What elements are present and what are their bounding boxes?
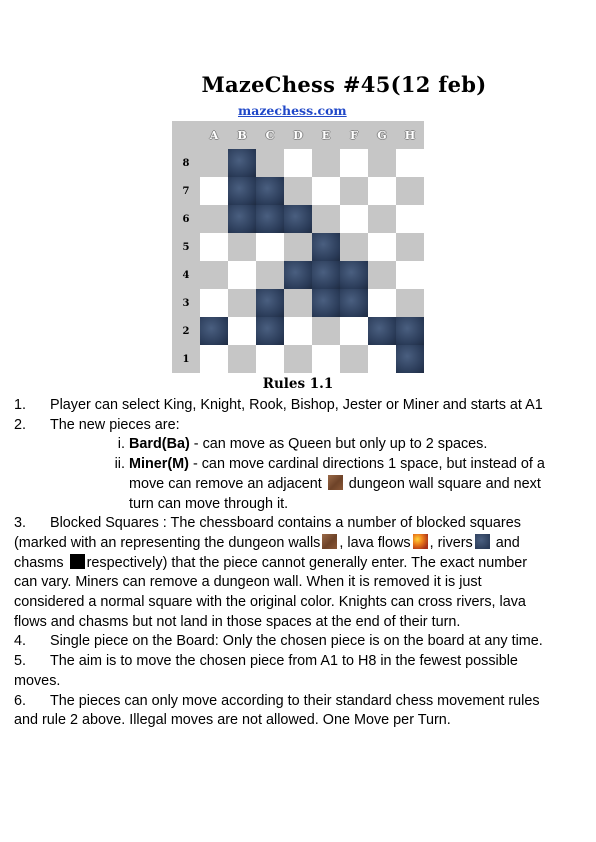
rules-list [14,396,574,731]
river-icon [475,534,490,549]
river-square[interactable] [340,289,368,317]
column-label-text: G [377,128,387,142]
column-label-text: A [209,128,219,142]
rule-3-cont: chasms respectively) that the piece cannot generally enter. The exact number [14,554,528,571]
column-label [200,121,228,149]
board-square[interactable] [340,177,368,205]
dungeon-wall-icon [322,534,337,549]
row-label-text: 7 [182,185,190,197]
board-square[interactable] [368,205,396,233]
board-square[interactable] [200,345,228,373]
board-square[interactable] [368,261,396,289]
board-square[interactable] [284,177,312,205]
rule-2-miner-cont: move can remove an adjacent dungeon wall square and next [129,475,541,492]
rule-5: 5. The aim is to move the chosen piece from A1 to H8 in the fewest possible [14,653,518,670]
board-corner [172,121,200,149]
column-label-text: D [293,128,303,142]
river-square[interactable] [256,289,284,317]
column-label [228,121,256,149]
board-square[interactable] [284,289,312,317]
column-label [284,121,312,149]
row-label-text: 8 [182,157,190,169]
column-label [256,121,284,149]
river-square[interactable] [284,261,312,289]
board-square[interactable] [396,233,424,261]
row-label-text: 5 [182,241,190,253]
board-square[interactable] [368,177,396,205]
river-square[interactable] [368,317,396,345]
row-label-text: 6 [182,213,190,225]
chasm-icon [70,554,85,569]
river-square[interactable] [228,205,256,233]
column-label [368,121,396,149]
row-label-text: 3 [182,297,190,309]
river-square[interactable] [228,149,256,177]
board-square[interactable] [312,345,340,373]
board-square[interactable] [228,289,256,317]
board-square[interactable] [368,345,396,373]
board-square[interactable] [396,149,424,177]
board-square[interactable] [200,177,228,205]
board-square[interactable] [340,205,368,233]
board-square[interactable] [340,345,368,373]
board-square[interactable] [312,149,340,177]
column-label [312,121,340,149]
row-label [172,289,200,317]
row-label [172,261,200,289]
rule-3-cont: considered a normal square with the original color. Knights can cross rivers, lava [14,594,526,611]
column-label-text: F [350,128,358,142]
column-label-text: B [237,128,247,142]
board-square[interactable] [368,289,396,317]
board-square[interactable] [256,345,284,373]
board-square[interactable] [200,205,228,233]
row-label [172,149,200,177]
column-label-text: E [321,128,331,142]
row-label [172,177,200,205]
river-square[interactable] [340,261,368,289]
column-label-text: C [265,128,275,142]
row-label [172,345,200,373]
row-label [172,233,200,261]
river-square[interactable] [396,317,424,345]
board-square[interactable] [340,233,368,261]
board-square[interactable] [200,233,228,261]
river-square[interactable] [256,317,284,345]
board-square[interactable] [284,317,312,345]
row-label-text: 4 [182,269,190,281]
board-square[interactable] [396,205,424,233]
row-label [172,205,200,233]
row-label-text: 1 [182,353,190,365]
river-square[interactable] [284,205,312,233]
rule-3-cont: can vary. Miners can remove a dungeon wall. When it is removed it is just [14,574,482,591]
rule-1: 1. Player can select King, Knight, Rook, Bishop, Jester or Miner and starts at A1 [14,397,543,413]
board-square[interactable] [200,289,228,317]
rule-3: 3. Blocked Squares : The chessboard contains a number of blocked squares [14,515,521,532]
board-square[interactable] [340,149,368,177]
rule-2-miner-cont2: turn can move through it. [129,495,289,512]
rule-5-cont: moves. [14,672,61,689]
river-square[interactable] [312,261,340,289]
river-square[interactable] [312,289,340,317]
column-label [340,121,368,149]
board-square[interactable] [228,261,256,289]
rule-2-miner: ii. Miner(M) - can move cardinal directions 1 space, but instead of a [114,456,545,473]
rule-6-cont: and rule 2 above. Illegal moves are not allowed. One Move per Turn. [14,712,451,729]
column-label-text: H [404,128,416,142]
board-square[interactable] [200,261,228,289]
board-square[interactable] [312,317,340,345]
river-square[interactable] [256,177,284,205]
rule-4: 4. Single piece on the Board: Only the chosen piece is on the board at any time. [14,633,543,650]
dungeon-wall-icon [328,475,343,490]
site-link[interactable]: mazechess.com [238,103,347,118]
row-label-text: 2 [182,325,190,337]
board-square[interactable] [284,149,312,177]
board-square[interactable] [396,289,424,317]
chessboard [172,121,424,373]
board-square[interactable] [396,261,424,289]
board-square[interactable] [284,233,312,261]
column-label [396,121,424,149]
rule-6: 6. The pieces can only move according to their standard chess movement rules [14,692,540,709]
river-square[interactable] [200,317,228,345]
board-square[interactable] [368,149,396,177]
rule-2: 2. The new pieces are: [14,416,180,433]
board-square[interactable] [284,345,312,373]
rule-3-cont: (marked with an representing the dungeon walls , lava flows , rivers and [14,534,520,551]
rule-3-cont: flows and chasms but not land in those spaces at the end of their turn. [14,613,461,630]
river-square[interactable] [396,345,424,373]
board-square[interactable] [312,205,340,233]
board-square[interactable] [256,233,284,261]
board-square[interactable] [256,261,284,289]
board-square[interactable] [228,233,256,261]
river-square[interactable] [312,233,340,261]
board-square[interactable] [200,149,228,177]
row-label [172,317,200,345]
board-square[interactable] [228,345,256,373]
river-square[interactable] [256,205,284,233]
river-square[interactable] [228,177,256,205]
board-square[interactable] [312,177,340,205]
board-square[interactable] [396,177,424,205]
board-square[interactable] [340,317,368,345]
rules-heading: Rules 1.1 [262,376,334,392]
lava-flow-icon [413,534,428,549]
board-square[interactable] [256,149,284,177]
rule-2-bard: i. Bard(Ba) - can move as Queen but only up to 2 spaces. [117,436,488,453]
board-square[interactable] [368,233,396,261]
board-square[interactable] [228,317,256,345]
page-title: MazeChess #45(12 feb) [201,72,487,97]
